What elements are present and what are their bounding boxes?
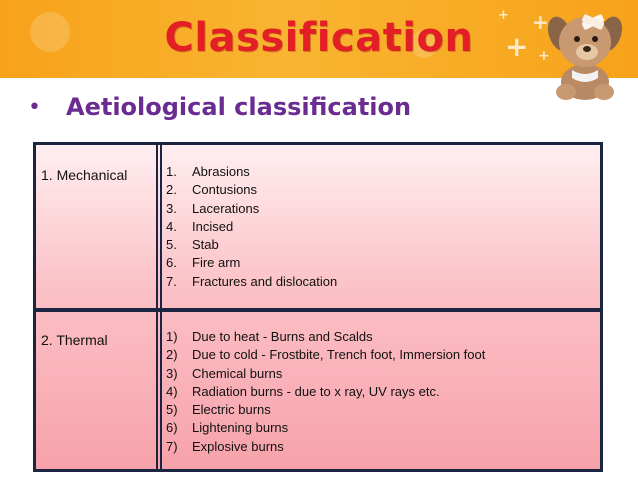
plus-icon: +: [532, 10, 549, 34]
classification-table: [33, 142, 603, 472]
list-item: 1) Due to heat - Burns and Scalds: [166, 329, 373, 344]
list-item: 3) Chemical burns: [166, 365, 283, 381]
slide-title: Classification: [164, 15, 474, 61]
bullet-marker: •: [28, 94, 41, 120]
row-divider: [36, 308, 600, 312]
list-item: 1. Abrasions: [166, 164, 250, 179]
slide-subtitle: Aetiological classification: [66, 93, 412, 121]
bullet-item: [28, 88, 411, 126]
plus-icon: +: [538, 48, 550, 64]
list-item: 7) Explosive burns: [166, 438, 284, 454]
list-item: 4) Radiation burns - due to x ray, UV rays etc.: [166, 383, 440, 399]
list-item: 5. Stab: [166, 237, 219, 253]
mechanical-list: [166, 163, 337, 291]
list-item: 3. Lacerations: [166, 200, 260, 216]
row-label-mechanical: 1. Mechanical: [41, 167, 128, 183]
list-item: 5) Electric burns: [166, 402, 271, 418]
column-divider: [156, 145, 162, 469]
list-item: 2. Contusions: [166, 182, 258, 198]
list-item: 7. Fractures and dislocation: [166, 273, 338, 289]
list-item: 6. Fire arm: [166, 255, 241, 271]
list-item: 2) Due to cold - Frostbite, Trench foot, Immersion foot: [166, 347, 486, 363]
plus-icon: +: [498, 8, 509, 23]
plus-icon: +: [505, 30, 529, 63]
teddy-bear-icon: [542, 4, 628, 102]
row-label-thermal: 2. Thermal: [41, 332, 108, 348]
list-item: 6) Lightening burns: [166, 420, 289, 436]
thermal-list: [166, 328, 485, 456]
list-item: 4. Incised: [166, 218, 234, 234]
